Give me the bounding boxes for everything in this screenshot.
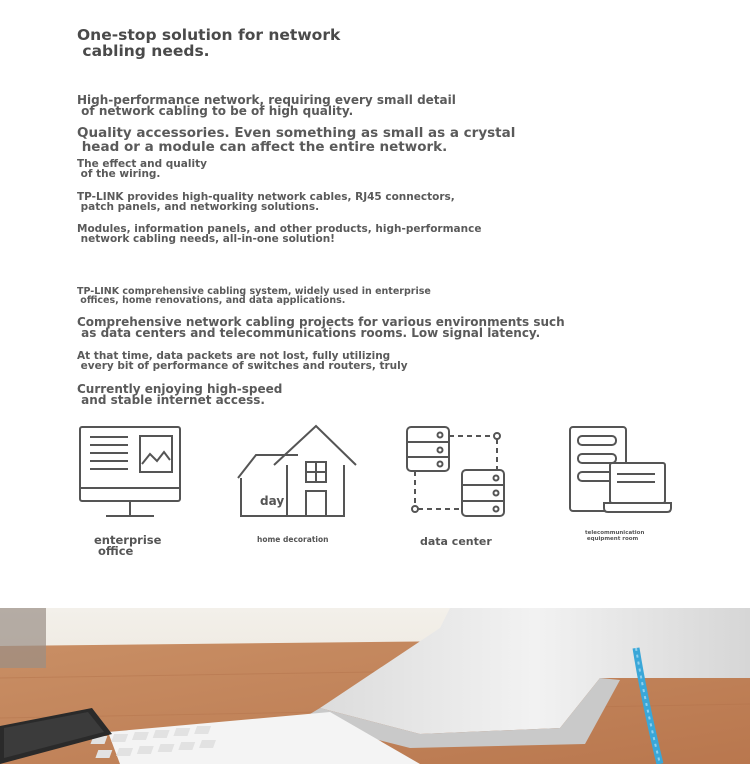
caption-data-center: data center (420, 535, 492, 548)
paragraph-wiring-quality: The effect and quality of the wiring. (77, 158, 207, 180)
paragraph-performance: High-performance network, requiring every small detail of network cabling to be of high quality. (77, 93, 456, 118)
server-network-icon (404, 424, 510, 520)
paragraph-cabling-system: TP-LINK comprehensive cabling system, widely used in enterprise offices, home renovations, and data applications. (77, 286, 431, 306)
house-icon (234, 422, 360, 518)
caption-telecom-room: telecommunication equipment room (585, 530, 645, 542)
paragraph-accessories: Quality accessories. Even something as small as a crystal head or a module can affect the entire network. (77, 125, 516, 155)
desk-photo (0, 608, 750, 764)
paragraph-data-packets: At that time, data packets are not lost, fully utilizing every bit of performance of switches and routers, truly (77, 350, 408, 372)
paragraph-modules: Modules, information panels, and other products, high-performance network cabling needs, all-in-one solution! (77, 223, 482, 245)
house-sign-text: day (260, 494, 285, 508)
monitor-icon (78, 424, 184, 520)
server-laptop-icon (567, 424, 677, 520)
page-title: One-stop solution for network cabling needs. (77, 26, 341, 60)
caption-home-decoration: home decoration (257, 535, 329, 544)
paragraph-tplink-provides: TP-LINK provides high-quality network cables, RJ45 connectors, patch panels, and networking solutions. (77, 191, 455, 213)
paragraph-internet-access: Currently enjoying high-speed and stable internet access. (77, 382, 283, 407)
paragraph-cabling-projects: Comprehensive network cabling projects for various environments such as data centers and telecommunications rooms. Low signal latency. (77, 315, 565, 340)
caption-enterprise-office: enterprise office (94, 533, 162, 558)
